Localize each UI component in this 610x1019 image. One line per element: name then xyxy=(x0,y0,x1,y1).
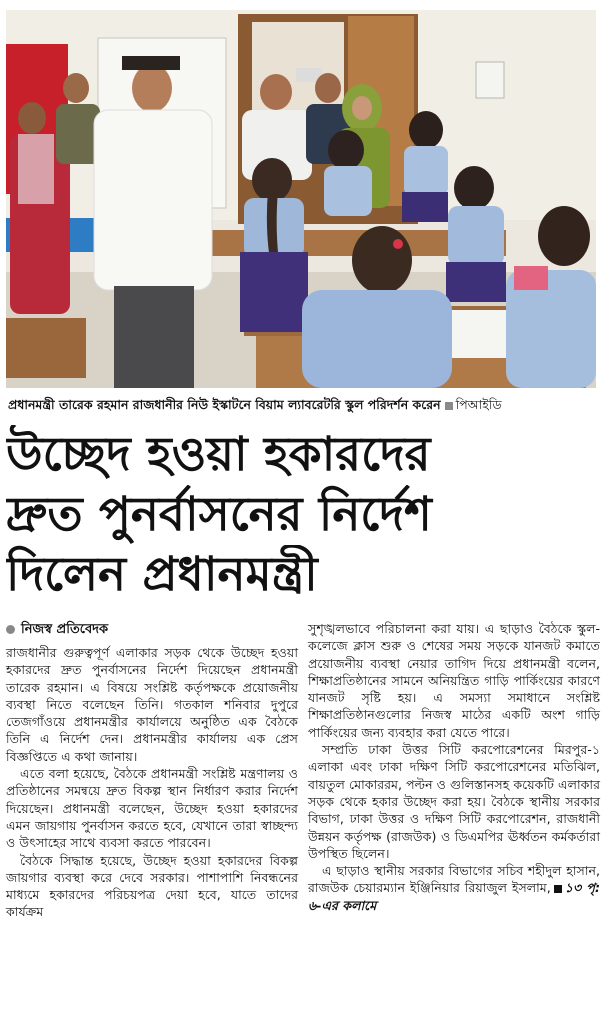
article-column-left xyxy=(6,620,298,921)
paragraph: সুশৃঙ্খলভাবে পরিচালনা করা যায়। এ ছাড়াও বৈঠকে স্কুল-কলেজে ক্লাস শুরু ও শেষের সময় সড়কে যানজট কমাতে প্রয়োজনীয় ব্যবস্থা নেয়ার তাগিদ দিয়ে প্রধানমন্ত্রী বলেন, শিক্ষাপ্রতিষ্ঠানের সামনে অনিয়ন্ত্রিত গাড়ি পার্কিংয়ের কারণে যানজট সৃষ্টি হয়। এ সমস্যা সমাধানে সংশ্লিষ্ট শিক্ষাপ্রতিষ্ঠানগুলোর নিজস্ব মাঠের একটি অংশ গাড়ি পার্কিংয়ের জন্য ব্যবহার করা যেতে পারে। xyxy=(308,621,600,740)
headline-line-1: উচ্ছেদ হওয়া হকারদের xyxy=(6,427,431,482)
paragraph: রাজধানীর গুরুত্বপূর্ণ এলাকার সড়ক থেকে উচ্ছেদ হওয়া হকারদের দ্রুত পুনর্বাসনের নির্দেশ দিয়েছেন প্রধানমন্ত্রী তারেক রহমান। এ বিষয়ে সংশ্লিষ্ট কর্তৃপক্ষকে প্রয়োজনীয় ব্যবস্থা নিতে বলেছেন তিনি। গতকাল শনিবার দুপুরে তেজগাঁওয়ে প্রধানমন্ত্রীর কার্যালয়ে অনুষ্ঠিত এক বৈঠকে তিনি এ নির্দেশ দেন। প্রধানমন্ত্রীর কার্যালয় এক প্রেস বিজ্ঞপ্তিতে এ কথা জানায়। xyxy=(6,645,298,764)
continued-on-page-link[interactable]: ১৩ পৃ: ৬-এর কলামে xyxy=(308,880,600,913)
headline-line-2: দ্রুত পুনর্বাসনের নির্দেশ xyxy=(6,487,432,542)
paragraph: সম্প্রতি ঢাকা উত্তর সিটি করপোরেশনের মিরপুর-১ এলাকা এবং ঢাকা দক্ষিণ সিটি করপোরেশনের মতিঝিল, বায়তুল মোকাররম, পল্টন ও গুলিস্তানসহ কয়েকটি এলাকার সড়ক থেকে হকার উচ্ছেদ করা হয়। বৈঠকে স্থানীয় সরকার বিভাগ, ঢাকা উত্তর ও দক্ষিণ সিটি করপোরেশন, রাজধানী উন্নয়ন কর্তৃপক্ষ (রাজউক) ও ডিএমপির ঊর্ধ্বতন কর্মকর্তারা উপস্থিত ছিলেন। xyxy=(308,742,600,861)
paragraph-text: এ ছাড়াও স্থানীয় সরকার বিভাগের সচিব শহীদুল হাসান, রাজউক চেয়ারম্যান ইঞ্জিনিয়ার রিয়াজুল ইসলাম, xyxy=(308,863,600,896)
byline xyxy=(6,620,298,640)
article-column-right xyxy=(308,620,600,914)
byline-bullet-icon xyxy=(6,625,15,634)
caption-text: প্রধানমন্ত্রী তারেক রহমান রাজধানীর নিউ ইস্কাটনে বিয়াম ল্যাবরেটরি স্কুল পরিদর্শন করেন xyxy=(8,397,441,412)
paragraph: এতে বলা হয়েছে, বৈঠকে প্রধানমন্ত্রী সংশ্লিষ্ট মন্ত্রণালয় ও প্রতিষ্ঠানের সমন্বয়ে দ্রুত বিকল্প স্থান নির্ধারণ করার নির্দেশ দিয়েছেন। প্রধানমন্ত্রী বলেছেন, উচ্ছেদ হওয়া হকারদের এমন জায়গায় পুনর্বাসন করতে হবে, যেখানে তারা স্বাচ্ছন্দ্য ও উৎসাহের সাথে ব্যবসা করতে পারবেন। xyxy=(6,766,298,851)
credit-square-icon xyxy=(445,402,453,410)
paragraph-last xyxy=(308,862,600,914)
news-photo xyxy=(6,10,596,388)
photo-caption xyxy=(8,396,604,414)
byline-text: নিজস্ব প্রতিবেদক xyxy=(21,622,109,637)
headline-line-3: দিলেন প্রধানমন্ত্রী xyxy=(6,547,318,602)
continued-square-icon xyxy=(554,885,562,893)
paragraph: বৈঠকে সিদ্ধান্ত হয়েছে, উচ্ছেদ হওয়া হকারদের বিকল্প জায়গার ব্যবস্থা করে দেবে সরকার। পাশাপাশি নিবন্ধনের মাধ্যমে হকারদের পরিচয়পত্র দেয়া হবে, যাতে তাদের কার্যক্রম xyxy=(6,852,298,920)
photo-credit: পিআইডি xyxy=(455,397,502,412)
headline xyxy=(6,425,606,605)
